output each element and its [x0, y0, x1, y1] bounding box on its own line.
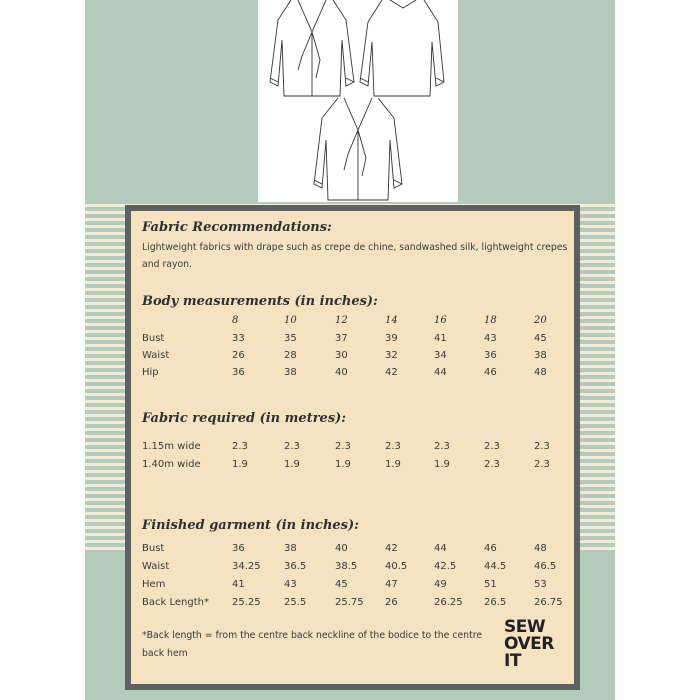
size-header: 12: [335, 315, 348, 326]
fabric-required-heading: Fabric required (in metres):: [142, 411, 347, 426]
fabric-recommendations-text-line2: and rayon.: [142, 259, 193, 270]
row-label: Back Length*: [142, 597, 209, 608]
logo-line3: IT: [504, 651, 521, 671]
row-label: Bust: [142, 333, 165, 344]
table-cell: 43: [484, 333, 497, 344]
footnote-line1: *Back length = from the centre back neckline of the bodice to the centre: [142, 630, 483, 641]
table-cell: 1.9: [335, 459, 351, 470]
logo-line2: OVER: [504, 634, 554, 654]
table-cell: 26: [385, 597, 398, 608]
table-cell: 40: [335, 543, 348, 554]
table-cell: 46: [484, 367, 497, 378]
table-cell: 39: [385, 333, 398, 344]
finished-garment-heading: Finished garment (in inches):: [142, 518, 359, 533]
table-cell: 1.9: [434, 459, 450, 470]
table-cell: 25.75: [335, 597, 364, 608]
sew-over-it-logo: [504, 619, 554, 670]
size-header: 16: [434, 315, 447, 326]
table-cell: 36: [484, 350, 497, 361]
table-cell: 26.75: [534, 597, 563, 608]
body-measurements-heading: Body measurements (in inches):: [142, 294, 378, 309]
table-cell: 41: [232, 579, 245, 590]
table-cell: 36: [232, 367, 245, 378]
table-cell: 40.5: [385, 561, 408, 572]
table-cell: 49: [434, 579, 447, 590]
row-label: 1.40m wide: [142, 459, 201, 470]
table-cell: 2.3: [534, 459, 550, 470]
row-label: 1.15m wide: [142, 441, 201, 452]
fabric-recommendations-heading: Fabric Recommendations:: [142, 220, 332, 235]
table-cell: 35: [284, 333, 297, 344]
table-cell: 26.25: [434, 597, 463, 608]
table-cell: 40: [335, 367, 348, 378]
row-label: Waist: [142, 561, 170, 572]
table-cell: 2.3: [484, 441, 500, 452]
table-cell: 2.3: [534, 441, 550, 452]
size-header: 8: [232, 315, 239, 326]
table-cell: 2.3: [232, 441, 248, 452]
table-cell: 44: [434, 543, 447, 554]
table-cell: 38: [284, 367, 297, 378]
table-cell: 36: [232, 543, 245, 554]
blouse-illustrations: [258, 0, 458, 202]
table-cell: 45: [335, 579, 348, 590]
fabric-recommendations-text-line1: Lightweight fabrics with drape such as crepe de chine, sandwashed silk, lightweight crepes: [142, 242, 568, 253]
table-cell: 25.5: [284, 597, 307, 608]
table-cell: 28: [284, 350, 297, 361]
table-cell: 2.3: [335, 441, 351, 452]
table-cell: 41: [434, 333, 447, 344]
logo-line1: SEW: [504, 617, 546, 637]
table-cell: 42.5: [434, 561, 457, 572]
table-cell: 33: [232, 333, 245, 344]
table-cell: 36.5: [284, 561, 307, 572]
table-cell: 46.5: [534, 561, 557, 572]
table-cell: 48: [534, 367, 547, 378]
table-cell: 38.5: [335, 561, 358, 572]
table-cell: 32: [385, 350, 398, 361]
row-label: Bust: [142, 543, 165, 554]
table-cell: 44.5: [484, 561, 507, 572]
table-cell: 42: [385, 367, 398, 378]
table-cell: 51: [484, 579, 497, 590]
table-cell: 38: [534, 350, 547, 361]
table-cell: 48: [534, 543, 547, 554]
blouse-line-drawing-icon: [258, 0, 458, 202]
table-cell: 2.3: [434, 441, 450, 452]
table-cell: 38: [284, 543, 297, 554]
table-cell: 26.5: [484, 597, 507, 608]
table-cell: 1.9: [284, 459, 300, 470]
table-cell: 42: [385, 543, 398, 554]
table-cell: 2.3: [385, 441, 401, 452]
table-cell: 30: [335, 350, 348, 361]
table-cell: 46: [484, 543, 497, 554]
table-cell: 1.9: [385, 459, 401, 470]
row-label: Hem: [142, 579, 166, 590]
table-cell: 34.25: [232, 561, 261, 572]
table-cell: 1.9: [232, 459, 248, 470]
table-cell: 37: [335, 333, 348, 344]
size-header: 20: [534, 315, 547, 326]
table-cell: 25.25: [232, 597, 261, 608]
footnote-line2: back hem: [142, 648, 188, 659]
table-cell: 2.3: [484, 459, 500, 470]
row-label: Hip: [142, 367, 159, 378]
table-cell: 44: [434, 367, 447, 378]
table-cell: 34: [434, 350, 447, 361]
row-label: Waist: [142, 350, 170, 361]
table-cell: 2.3: [284, 441, 300, 452]
table-cell: 43: [284, 579, 297, 590]
table-cell: 47: [385, 579, 398, 590]
size-header: 10: [284, 315, 297, 326]
table-cell: 53: [534, 579, 547, 590]
size-header: 18: [484, 315, 497, 326]
table-cell: 26: [232, 350, 245, 361]
size-header: 14: [385, 315, 398, 326]
table-cell: 45: [534, 333, 547, 344]
